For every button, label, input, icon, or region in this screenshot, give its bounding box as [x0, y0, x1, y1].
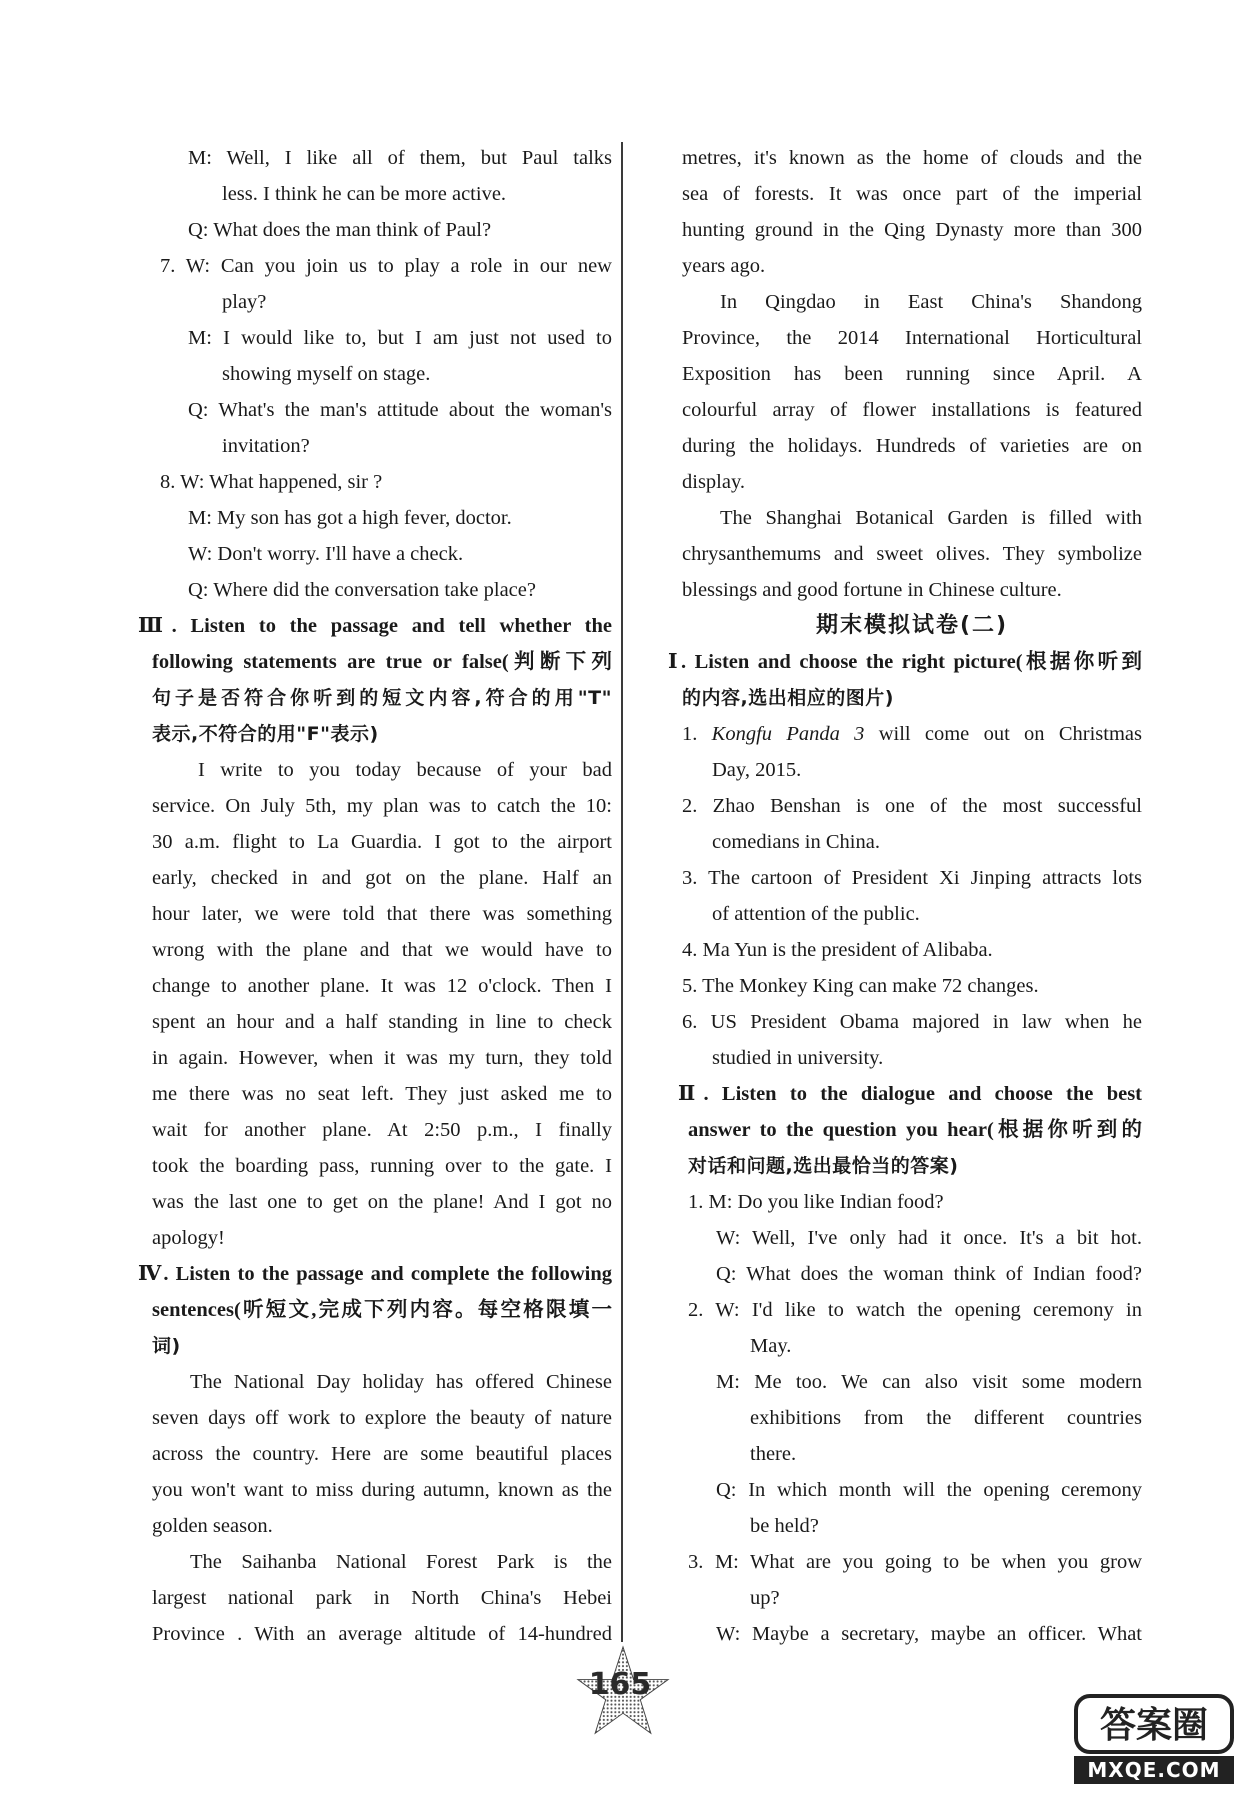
right-text-line: Day, 2015. [712, 759, 802, 781]
right-text-line: 1. Kongfu Panda 3 will come out on Christmas [682, 723, 1142, 745]
right-text-line: W: Well, I've only had it once. It's a bit hot. [716, 1227, 1142, 1249]
left-text-line: me there was no seat left. They just asked me to [152, 1083, 612, 1105]
left-text-line: wait for another plane. At 2:50 p.m., I finally [152, 1119, 612, 1141]
right-text-line: M: Me too. We can also visit some modern [716, 1371, 1142, 1393]
left-text-line: The National Day holiday has offered Chinese [190, 1371, 612, 1393]
right-text-line: 3. The cartoon of President Xi Jinping attracts lots [682, 867, 1142, 889]
right-text-line: 6. US President Obama majored in law when he [682, 1011, 1142, 1033]
right-text-line: W: Maybe a secretary, maybe an officer. What [716, 1623, 1142, 1645]
right-text-line: up? [750, 1587, 780, 1609]
left-text-line: play? [222, 291, 267, 313]
left-text-line: The Saihanba National Forest Park is the [190, 1551, 612, 1573]
section-heading-line: Ⅳ. Listen to the passage and complete the following [138, 1263, 612, 1285]
left-text-line: 30 a.m. flight to La Guardia. I got to the airport [152, 831, 612, 853]
section-heading-line: 词) [152, 1335, 181, 1357]
right-text-line: studied in university. [712, 1047, 884, 1069]
left-text-line: wrong with the plane and that we would have to [152, 939, 612, 961]
left-text-line: you won't want to miss during autumn, known as the [152, 1479, 612, 1501]
left-text-line: in again. However, when it was my turn, they told [152, 1047, 612, 1069]
left-text-line: was the last one to get on the plane! And I got no [152, 1191, 612, 1213]
right-text-line: hunting ground in the Qing Dynasty more than 300 [682, 219, 1142, 241]
section-heading-line: sentences(听短文,完成下列内容。每空格限填一 [152, 1299, 612, 1321]
right-column [668, 140, 1142, 1652]
left-text-line: Q: Where did the conversation take place? [188, 579, 536, 601]
column-divider [621, 142, 623, 1642]
section-title: 期末模拟试卷(二) [815, 613, 1009, 638]
left-text-line: spent an hour and a half standing in line to check [152, 1011, 612, 1033]
left-text-line: early, checked in and got on the plane. Half an [152, 867, 612, 889]
section-heading-line: following statements are true or false(判断下列 [152, 651, 612, 673]
left-text-line: across the country. Here are some beautiful places [152, 1443, 612, 1465]
right-text-line: exhibitions from the different countries [750, 1407, 1142, 1429]
right-text-line: metres, it's known as the home of clouds and the [682, 147, 1142, 169]
left-text-line: golden season. [152, 1515, 273, 1537]
left-text-line: hour later, we were told that there was something [152, 903, 612, 925]
left-text-line: M: Well, I like all of them, but Paul talks [188, 147, 612, 169]
left-text-line: M: I would like to, but I am just not used to [188, 327, 612, 349]
left-text-line: largest national park in North China's Hebei [152, 1587, 612, 1609]
left-text-line: took the boarding pass, running over to the gate. I [152, 1155, 612, 1177]
section-heading-line: 的内容,选出相应的图片) [682, 687, 894, 709]
watermark-site: MXQE.COM [1074, 1756, 1234, 1784]
right-text-line: 5. The Monkey King can make 72 changes. [682, 975, 1039, 997]
right-text-line: 1. M: Do you like Indian food? [688, 1191, 944, 1213]
section-heading-line: Ⅲ. Listen to the passage and tell whether the [138, 615, 612, 637]
right-text-line: 2. W: I'd like to watch the opening ceremony in [688, 1299, 1142, 1321]
right-text-line: be held? [750, 1515, 819, 1537]
right-text-line: comedians in China. [712, 831, 880, 853]
watermark-logo [1070, 1690, 1240, 1790]
right-text-line: Q: In which month will the opening ceremony [716, 1479, 1142, 1501]
right-text-line: In Qingdao in East China's Shandong [720, 291, 1142, 313]
left-text-line: seven days off work to explore the beauty of nature [152, 1407, 612, 1429]
right-text-line: Province, the 2014 International Horticultural [682, 327, 1142, 349]
left-text-line: M: My son has got a high fever, doctor. [188, 507, 512, 529]
section-heading-line: Ⅰ. Listen and choose the right picture(根据你听到 [668, 651, 1142, 673]
right-text-line: display. [682, 471, 746, 493]
left-text-line: less. I think he can be more active. [222, 183, 507, 205]
left-text-line: Province . With an average altitude of 14-hundred [152, 1623, 612, 1645]
right-text-line: years ago. [682, 255, 766, 277]
left-text-line: apology! [152, 1227, 225, 1249]
right-text-line: The Shanghai Botanical Garden is filled with [720, 507, 1142, 529]
left-text-line: Q: What's the man's attitude about the woman's [188, 399, 612, 421]
left-text-line: 7. W: Can you join us to play a role in our new [160, 255, 612, 277]
left-text-line: showing myself on stage. [222, 363, 431, 385]
left-text-line: W: Don't worry. I'll have a check. [188, 543, 464, 565]
section-heading-line: 句子是否符合你听到的短文内容,符合的用"T" [152, 687, 612, 709]
right-text-line: 4. Ma Yun is the president of Alibaba. [682, 939, 993, 961]
left-text-line: 8. W: What happened, sir ? [160, 471, 383, 493]
watermark-badge-icon [1070, 1690, 1240, 1756]
right-text-line: 2. Zhao Benshan is one of the most successful [682, 795, 1142, 817]
right-text-line: sea of forests. It was once part of the imperial [682, 183, 1142, 205]
section-heading-line: Ⅱ. Listen to the dialogue and choose the best [678, 1083, 1142, 1105]
film-title: Kongfu Panda 3 [711, 723, 865, 745]
right-text-line: blessings and good fortune in Chinese culture. [682, 579, 1062, 601]
left-text-line: service. On July 5th, my plan was to catch the 10: [152, 795, 612, 817]
page-footer [0, 1645, 1246, 1795]
section-heading-line: answer to the question you hear(根据你听到的 [688, 1119, 1142, 1141]
left-text-line: I write to you today because of your bad [198, 759, 612, 781]
right-text-line: Q: What does the woman think of Indian food? [716, 1263, 1142, 1285]
page-number: 165 [588, 1667, 652, 1702]
right-text-line: May. [750, 1335, 792, 1357]
left-text-line: Q: What does the man think of Paul? [188, 219, 492, 241]
right-text-line: chrysanthemums and sweet olives. They symbolize [682, 543, 1142, 565]
right-text-line: 3. M: What are you going to be when you grow [688, 1551, 1142, 1573]
right-text-line: Exposition has been running since April. A [682, 363, 1142, 385]
section-heading-line: 表示,不符合的用"F"表示) [152, 723, 379, 745]
right-text-line: during the holidays. Hundreds of varieties are on [682, 435, 1142, 457]
right-text-line: colourful array of flower installations is featured [682, 399, 1142, 421]
left-column [138, 140, 612, 1652]
left-text-line: change to another plane. It was 12 o'clock. Then I [152, 975, 612, 997]
right-text-line: there. [750, 1443, 797, 1465]
section-heading-line: 对话和问题,选出最恰当的答案) [688, 1155, 959, 1177]
right-text-line: of attention of the public. [712, 903, 920, 925]
watermark-logo-text: 答案圈 [1099, 1705, 1209, 1746]
left-text-line: invitation? [222, 435, 310, 457]
